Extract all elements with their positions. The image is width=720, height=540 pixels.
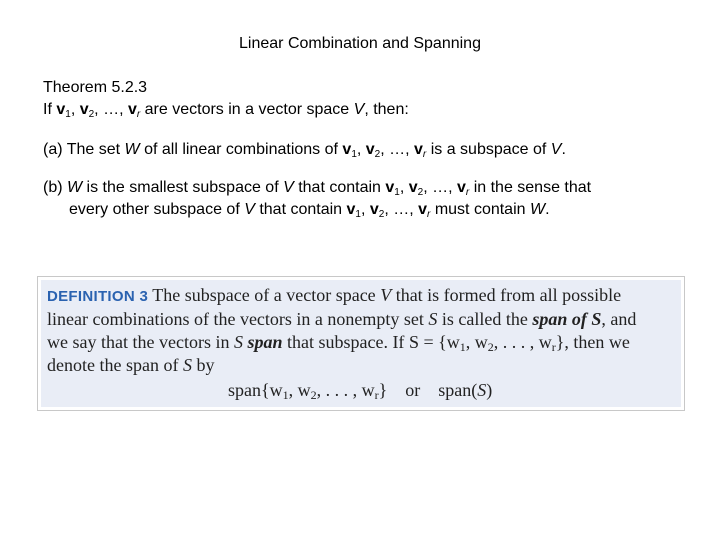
definition-line-3: we say that the vectors in S span that subspace. If S = {w1, w2, . . . , wr}, then we: [47, 332, 630, 354]
definition-box: [37, 276, 685, 411]
theorem-part-a: (a) The set W of all linear combinations of $v_1$, $v_2$, …, $v_r$ is a subspace of V.: [43, 141, 566, 160]
definition-line-4: denote the span of S by: [47, 355, 215, 375]
theorem-block: [43, 77, 703, 221]
theorem-intro: If $v_1$, $v_2$, …, $v_r$ are vectors in a vector space V, then:: [43, 101, 409, 120]
formula-or: or: [405, 380, 421, 400]
slide-title: Linear Combination and Spanning: [239, 35, 481, 52]
definition-formula: span{w1, w2, . . . , wr} or span(S): [228, 380, 493, 402]
definition-text: [47, 284, 677, 377]
definition-line-1: DEFINITION 3 The subspace of a vector space V that is formed from all possible: [47, 285, 622, 305]
definition-label: DEFINITION 3: [47, 288, 149, 305]
theorem-part-b-line2: every other subspace of V that contain $v_1$, $v_2$, …, $v_r$ must contain W.: [69, 201, 550, 220]
theorem-name: Theorem 5.2.3: [43, 79, 148, 96]
definition-line-2: linear combinations of the vectors in a nonempty set S is called the span of S, and: [47, 309, 637, 329]
theorem-part-b: (b) W is the smallest subspace of V that contain $v_1$, $v_2$, …, $v_r$ in the sense that: [43, 179, 592, 198]
